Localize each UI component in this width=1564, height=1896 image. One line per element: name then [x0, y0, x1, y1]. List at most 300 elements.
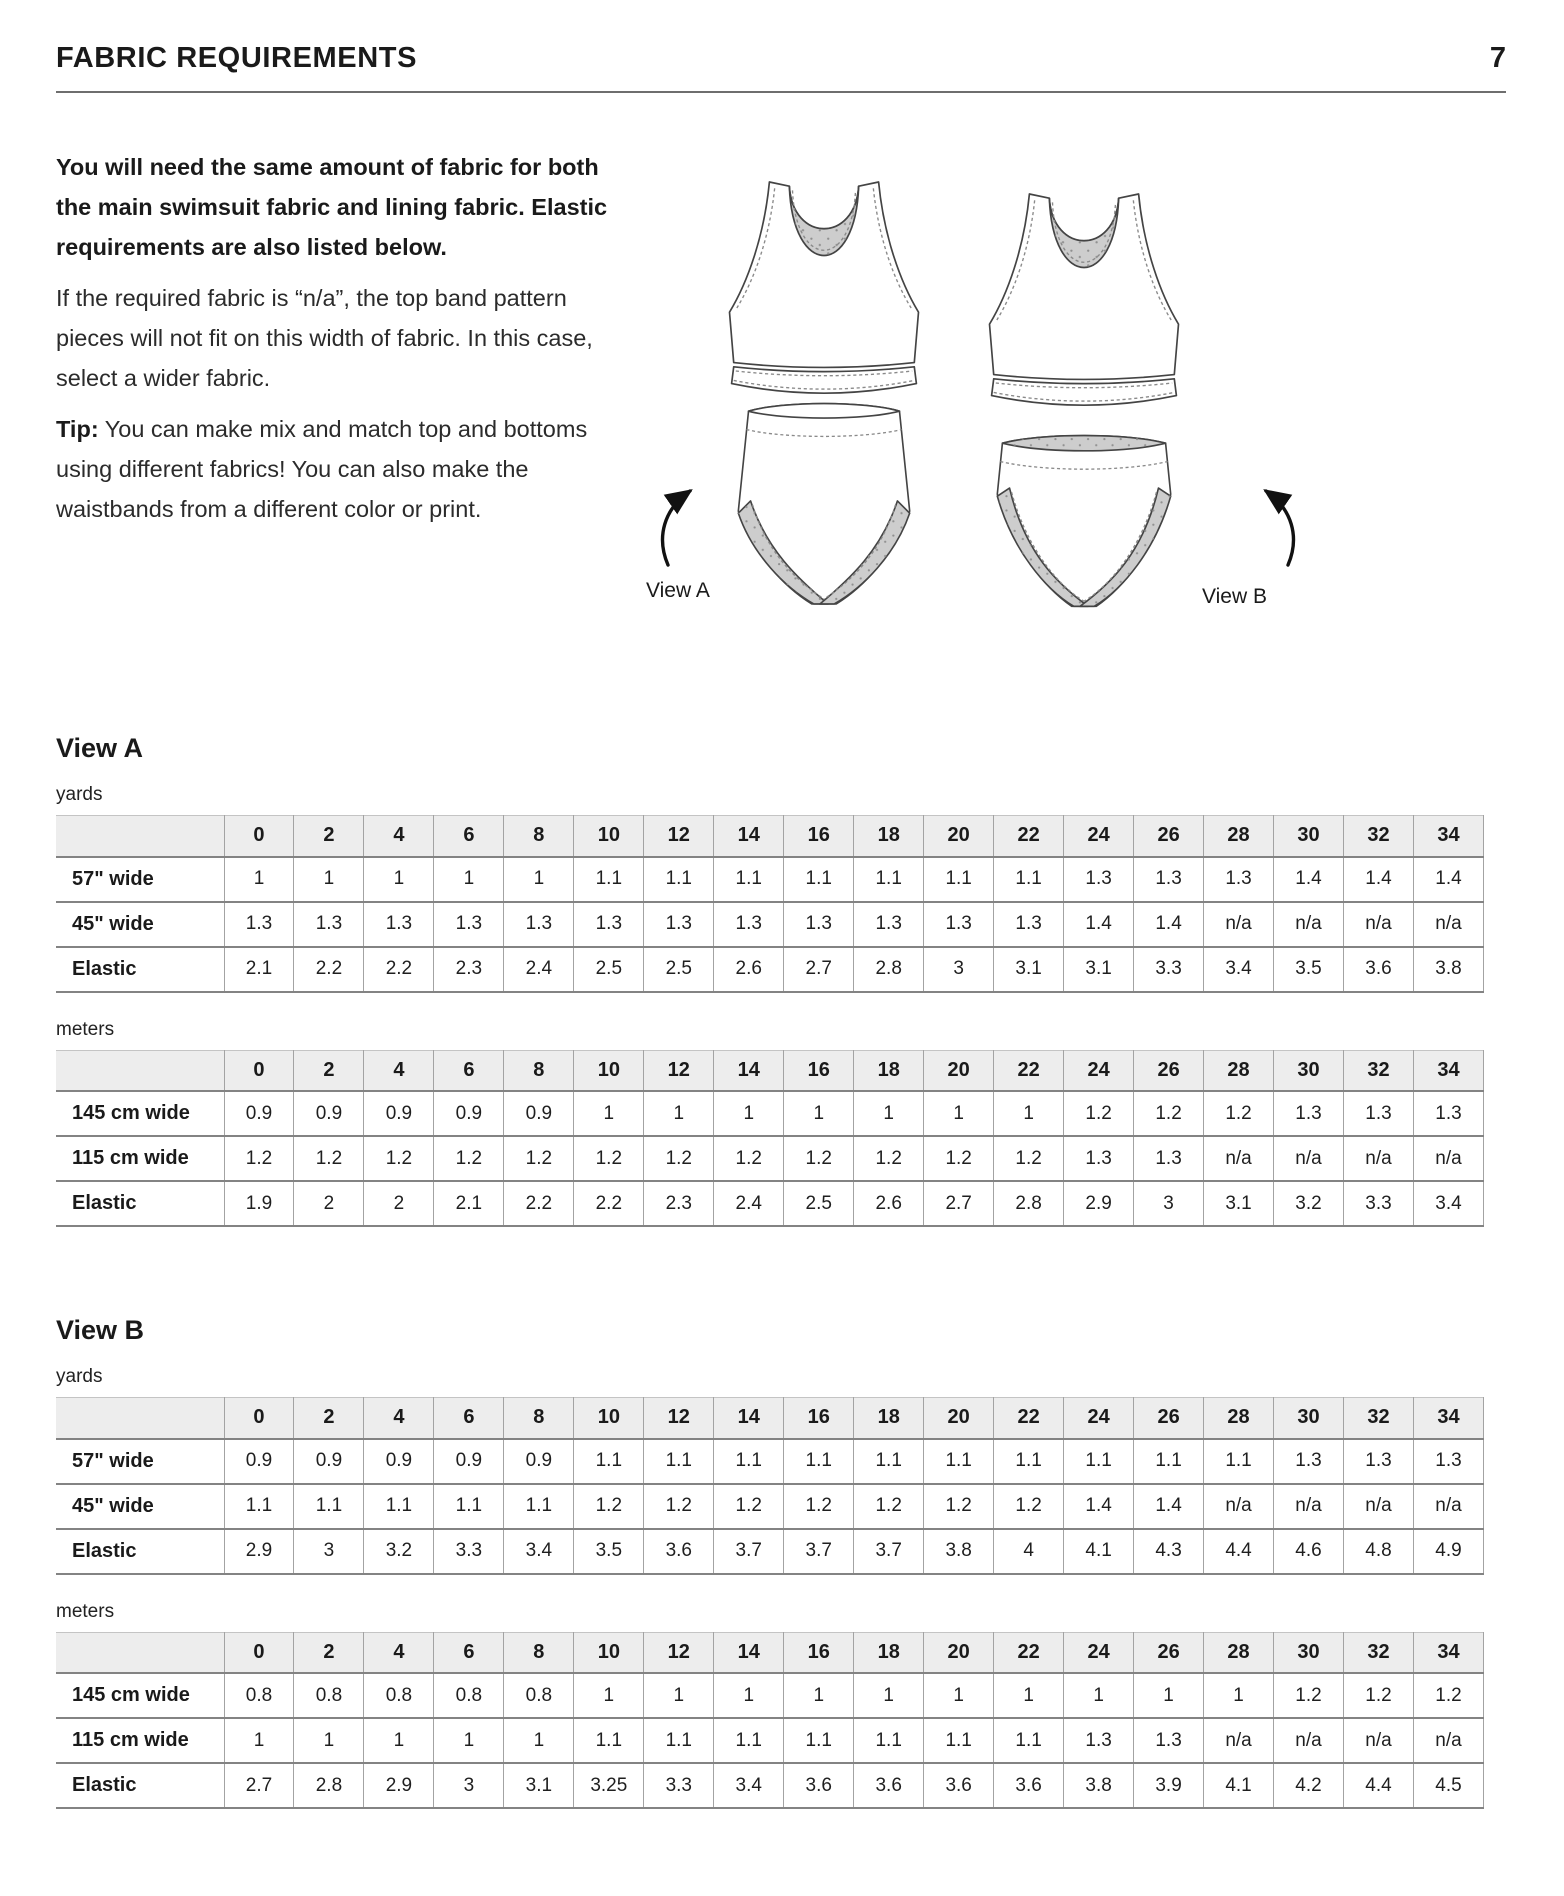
size-header-cell: 2 — [294, 1050, 364, 1091]
value-cell: 2.3 — [644, 1181, 714, 1226]
value-cell: 3.6 — [1344, 947, 1414, 992]
value-cell: 1.4 — [1134, 902, 1204, 947]
value-cell: 3.4 — [1413, 1181, 1483, 1226]
value-cell: 1.4 — [1413, 857, 1483, 902]
size-header-row-group — [56, 816, 1484, 857]
value-cell: 2.7 — [924, 1181, 994, 1226]
value-cell: 1.2 — [644, 1484, 714, 1529]
value-cell: 3.5 — [1274, 947, 1344, 992]
size-header-cell: 4 — [364, 816, 434, 857]
table-row — [56, 1673, 1484, 1718]
value-cell: 3.2 — [1274, 1181, 1344, 1226]
value-cell: 0.9 — [224, 1091, 294, 1136]
size-header-cell: 32 — [1344, 1632, 1414, 1673]
value-cell: 1.1 — [924, 1718, 994, 1763]
value-cell: 1 — [1064, 1673, 1134, 1718]
size-header-cell: 14 — [714, 816, 784, 857]
value-cell: 1.2 — [924, 1484, 994, 1529]
size-header-cell: 0 — [224, 1398, 294, 1439]
view-a-label: View A — [646, 579, 710, 602]
row-label-cell: 145 cm wide — [72, 1102, 190, 1124]
size-header-cell: 32 — [1344, 1398, 1414, 1439]
view-a-yards-table — [56, 815, 1484, 993]
value-cell: 0.9 — [224, 1439, 294, 1484]
row-label-cell: 57" wide — [72, 1449, 154, 1472]
size-header-cell: 14 — [714, 1632, 784, 1673]
size-header-cell: 2 — [294, 1632, 364, 1673]
value-cell: 1.3 — [1344, 1439, 1414, 1484]
table-body — [56, 857, 1484, 992]
size-header-empty-cell — [56, 1632, 224, 1673]
value-cell: 1.3 — [1204, 857, 1274, 902]
size-header-row — [56, 816, 1484, 857]
value-cell: 1.1 — [924, 1439, 994, 1484]
intro-text-block — [56, 147, 634, 627]
value-cell: n/a — [1204, 1718, 1274, 1763]
value-cell: 3.1 — [504, 1763, 574, 1808]
value-cell: 1.4 — [1064, 902, 1134, 947]
value-cell: n/a — [1413, 1718, 1483, 1763]
value-cell: 1.1 — [994, 857, 1064, 902]
value-cell: 3.3 — [1344, 1181, 1414, 1226]
intro-paragraph-na: If the required fabric is “n/a”, the top band pattern pieces will not fit on this width of fabric. In this case, select a wider fabric. — [56, 285, 593, 391]
value-cell: 2 — [294, 1181, 364, 1226]
size-header-cell: 4 — [364, 1632, 434, 1673]
value-cell: 1.2 — [574, 1136, 644, 1181]
size-header-cell: 30 — [1274, 1632, 1344, 1673]
value-cell: 3.7 — [784, 1529, 854, 1574]
value-cell: 1.2 — [504, 1136, 574, 1181]
value-cell: 1 — [434, 857, 504, 902]
size-header-cell: 24 — [1064, 1398, 1134, 1439]
row-label-cell: 45" wide — [72, 1494, 154, 1517]
value-cell: 2.2 — [364, 947, 434, 992]
table-body — [56, 1673, 1484, 1808]
value-cell: 2.2 — [294, 947, 364, 992]
value-cell: 2.6 — [854, 1181, 924, 1226]
value-cell: 3.2 — [364, 1529, 434, 1574]
value-cell: 4.2 — [1274, 1763, 1344, 1808]
value-cell: 1.2 — [994, 1484, 1064, 1529]
value-cell: 1.2 — [294, 1136, 364, 1181]
size-header-cell: 18 — [854, 816, 924, 857]
value-cell: 1.2 — [714, 1136, 784, 1181]
row-label-cell: 145 cm wide — [72, 1684, 190, 1706]
value-cell: 2.9 — [1064, 1181, 1134, 1226]
value-cell: n/a — [1204, 902, 1274, 947]
size-header-cell: 8 — [504, 1050, 574, 1091]
table-row — [56, 857, 1484, 902]
value-cell: 3.3 — [1134, 947, 1204, 992]
value-cell: 3 — [924, 947, 994, 992]
value-cell: 1.2 — [854, 1136, 924, 1181]
value-cell: 1.1 — [574, 857, 644, 902]
value-cell: 1.1 — [854, 1718, 924, 1763]
size-header-cell: 14 — [714, 1398, 784, 1439]
value-cell: 1.2 — [1064, 1091, 1134, 1136]
value-cell: 0.8 — [434, 1673, 504, 1718]
value-cell: 1.3 — [784, 902, 854, 947]
value-cell: 1.1 — [364, 1484, 434, 1529]
value-cell: 1.3 — [1134, 857, 1204, 902]
table-row — [56, 1091, 1484, 1136]
value-cell: 1 — [644, 1673, 714, 1718]
unit-label-view-a-yards: yards — [56, 784, 103, 805]
value-cell: 0.9 — [434, 1439, 504, 1484]
value-cell: 1.1 — [644, 1718, 714, 1763]
value-cell: 2.8 — [294, 1763, 364, 1808]
tip-text: You can make mix and match top and bottoms using different fabrics! You can also make the waistbands from a different color or print. — [56, 416, 588, 522]
value-cell: 1.1 — [784, 857, 854, 902]
value-cell: 1.3 — [1274, 1439, 1344, 1484]
value-cell: 3.1 — [994, 947, 1064, 992]
value-cell: 1.3 — [364, 902, 434, 947]
size-header-cell: 26 — [1134, 1632, 1204, 1673]
view-a-meters-table — [56, 1050, 1484, 1228]
value-cell: 1 — [924, 1091, 994, 1136]
size-header-cell: 34 — [1413, 816, 1483, 857]
value-cell: n/a — [1204, 1136, 1274, 1181]
value-cell: 3.7 — [714, 1529, 784, 1574]
value-cell: 1.4 — [1134, 1484, 1204, 1529]
value-cell: 3.25 — [574, 1763, 644, 1808]
size-header-cell: 8 — [504, 816, 574, 857]
value-cell: 0.9 — [434, 1091, 504, 1136]
value-cell: 3.4 — [504, 1529, 574, 1574]
value-cell: 3.5 — [574, 1529, 644, 1574]
size-header-cell: 4 — [364, 1050, 434, 1091]
value-cell: 1.3 — [924, 902, 994, 947]
value-cell: 1.1 — [574, 1439, 644, 1484]
value-cell: 0.9 — [294, 1091, 364, 1136]
size-header-cell: 16 — [784, 1632, 854, 1673]
row-label-cell: Elastic — [72, 1774, 137, 1796]
value-cell: 1.1 — [924, 857, 994, 902]
size-header-cell: 26 — [1134, 1398, 1204, 1439]
value-cell: 1 — [714, 1091, 784, 1136]
size-header-cell: 20 — [924, 1632, 994, 1673]
table-row — [56, 1718, 1484, 1763]
value-cell: 1.3 — [854, 902, 924, 947]
value-cell: 1.1 — [994, 1718, 1064, 1763]
value-cell: 2.4 — [714, 1181, 784, 1226]
size-header-cell: 22 — [994, 1050, 1064, 1091]
value-cell: 1.9 — [224, 1181, 294, 1226]
size-header-cell: 14 — [714, 1050, 784, 1091]
value-cell: 1 — [224, 857, 294, 902]
value-cell: 1 — [784, 1673, 854, 1718]
value-cell: 1.2 — [1413, 1673, 1483, 1718]
value-cell: 1.2 — [644, 1136, 714, 1181]
size-header-cell: 34 — [1413, 1050, 1483, 1091]
value-cell: 1.2 — [364, 1136, 434, 1181]
value-cell: 1 — [574, 1091, 644, 1136]
value-cell: 2.5 — [784, 1181, 854, 1226]
row-label-cell: 57" wide — [72, 867, 154, 890]
view-b-bottom-illustration — [997, 436, 1170, 607]
value-cell: 1.1 — [714, 1718, 784, 1763]
value-cell: 4 — [994, 1529, 1064, 1574]
value-cell: 1.3 — [1064, 857, 1134, 902]
size-header-cell: 0 — [224, 1050, 294, 1091]
value-cell: 1.2 — [994, 1136, 1064, 1181]
size-header-cell: 34 — [1413, 1398, 1483, 1439]
table-row — [56, 902, 1484, 947]
value-cell: 2.9 — [364, 1763, 434, 1808]
value-cell: 4.1 — [1064, 1529, 1134, 1574]
size-header-cell: 22 — [994, 1632, 1064, 1673]
value-cell: 3.6 — [994, 1763, 1064, 1808]
size-header-cell: 32 — [1344, 816, 1414, 857]
value-cell: 1.3 — [1344, 1091, 1414, 1136]
size-header-cell: 26 — [1134, 816, 1204, 857]
size-header-cell: 6 — [434, 1050, 504, 1091]
value-cell: 2.1 — [224, 947, 294, 992]
value-cell: 1.3 — [574, 902, 644, 947]
value-cell: 1 — [364, 1718, 434, 1763]
size-header-row — [56, 1398, 1484, 1439]
table-row — [56, 1484, 1484, 1529]
value-cell: 0.8 — [294, 1673, 364, 1718]
value-cell: 1.1 — [714, 857, 784, 902]
table-body — [56, 1439, 1484, 1574]
value-cell: 1.2 — [924, 1136, 994, 1181]
size-header-cell: 28 — [1204, 1398, 1274, 1439]
table-row — [56, 1136, 1484, 1181]
value-cell: 1.1 — [504, 1484, 574, 1529]
size-header-cell: 16 — [784, 1050, 854, 1091]
section-heading-view-a: View A — [56, 733, 144, 763]
value-cell: 1.3 — [714, 902, 784, 947]
value-cell: 4.8 — [1344, 1529, 1414, 1574]
value-cell: 1 — [994, 1091, 1064, 1136]
value-cell: 1 — [504, 857, 574, 902]
value-cell: 3.1 — [1064, 947, 1134, 992]
value-cell: 2.2 — [574, 1181, 644, 1226]
value-cell: 3 — [1134, 1181, 1204, 1226]
value-cell: 1.1 — [294, 1484, 364, 1529]
intro-paragraph-bold: You will need the same amount of fabric for both the main swimsuit fabric and lining fabric. Elastic requirements are also listed below. — [56, 154, 608, 260]
size-header-cell: 6 — [434, 1632, 504, 1673]
value-cell: 1.1 — [1134, 1439, 1204, 1484]
row-label-cell: 115 cm wide — [72, 1147, 189, 1169]
value-cell: n/a — [1413, 902, 1483, 947]
value-cell: 0.9 — [364, 1439, 434, 1484]
value-cell: 1.1 — [1064, 1439, 1134, 1484]
size-header-cell: 32 — [1344, 1050, 1414, 1091]
value-cell: 1.1 — [1204, 1439, 1274, 1484]
value-cell: n/a — [1344, 1136, 1414, 1181]
size-header-cell: 22 — [994, 816, 1064, 857]
unit-label-view-b-meters: meters — [56, 1600, 115, 1622]
value-cell: 3.6 — [644, 1529, 714, 1574]
size-header-cell: 0 — [224, 1632, 294, 1673]
value-cell: 1 — [574, 1673, 644, 1718]
value-cell: 1 — [924, 1673, 994, 1718]
view-b-top-illustration — [990, 194, 1179, 405]
size-header-cell: 20 — [924, 1398, 994, 1439]
value-cell: 2.8 — [994, 1181, 1064, 1226]
size-header-cell: 12 — [644, 1050, 714, 1091]
value-cell: 4.4 — [1344, 1763, 1414, 1808]
value-cell: 3.3 — [644, 1763, 714, 1808]
size-header-cell: 10 — [574, 1632, 644, 1673]
page-header — [56, 42, 1506, 75]
value-cell: 1 — [364, 857, 434, 902]
size-header-row — [56, 1050, 1484, 1091]
size-header-cell: 8 — [504, 1398, 574, 1439]
swimsuit-line-art — [624, 147, 1324, 627]
value-cell: 4.4 — [1204, 1529, 1274, 1574]
value-cell: 2.8 — [854, 947, 924, 992]
size-header-cell: 10 — [574, 1050, 644, 1091]
value-cell: 2.1 — [434, 1181, 504, 1226]
view-b-yards-table — [56, 1397, 1484, 1575]
value-cell: 1 — [434, 1718, 504, 1763]
size-header-cell: 30 — [1274, 1398, 1344, 1439]
table-row — [56, 1763, 1484, 1808]
value-cell: 4.5 — [1413, 1763, 1483, 1808]
value-cell: 1.3 — [434, 902, 504, 947]
value-cell: 3.1 — [1204, 1181, 1274, 1226]
row-label-cell: Elastic — [72, 957, 137, 980]
size-header-cell: 10 — [574, 816, 644, 857]
value-cell: 2.9 — [224, 1529, 294, 1574]
size-header-row-group — [56, 1050, 1484, 1091]
size-header-cell: 10 — [574, 1398, 644, 1439]
size-header-cell: 12 — [644, 816, 714, 857]
value-cell: 2.7 — [224, 1763, 294, 1808]
tip-label: Tip: — [56, 416, 99, 442]
value-cell: 1.2 — [784, 1136, 854, 1181]
row-label-cell: Elastic — [72, 1539, 137, 1562]
size-header-cell: 16 — [784, 816, 854, 857]
value-cell: 1.2 — [1274, 1673, 1344, 1718]
value-cell: n/a — [1344, 902, 1414, 947]
unit-label-view-b-yards: yards — [56, 1366, 103, 1387]
size-header-cell: 0 — [224, 816, 294, 857]
value-cell: 1.1 — [644, 1439, 714, 1484]
value-cell: 1 — [294, 1718, 364, 1763]
value-cell: 4.6 — [1274, 1529, 1344, 1574]
value-cell: 0.9 — [504, 1091, 574, 1136]
value-cell: 0.8 — [224, 1673, 294, 1718]
value-cell: 2.5 — [574, 947, 644, 992]
size-header-cell: 28 — [1204, 1050, 1274, 1091]
view-a-arrow-icon — [663, 491, 690, 565]
value-cell: 3.3 — [434, 1529, 504, 1574]
value-cell: 1 — [784, 1091, 854, 1136]
size-header-cell: 26 — [1134, 1050, 1204, 1091]
value-cell: 2 — [364, 1181, 434, 1226]
value-cell: 0.9 — [364, 1091, 434, 1136]
value-cell: 1.3 — [504, 902, 574, 947]
view-b-label: View B — [1202, 585, 1267, 608]
section-heading-view-b: View B — [56, 1315, 145, 1345]
value-cell: 1.1 — [994, 1439, 1064, 1484]
view-a-section — [56, 733, 1506, 1227]
value-cell: n/a — [1274, 902, 1344, 947]
value-cell: 1.3 — [1134, 1718, 1204, 1763]
row-label-cell: Elastic — [72, 1192, 137, 1214]
value-cell: 1.1 — [784, 1718, 854, 1763]
value-cell: 4.9 — [1413, 1529, 1483, 1574]
value-cell: 1.2 — [784, 1484, 854, 1529]
size-header-row — [56, 1632, 1484, 1673]
row-label-cell: 45" wide — [72, 912, 154, 935]
size-header-cell: 34 — [1413, 1632, 1483, 1673]
size-header-cell: 28 — [1204, 1632, 1274, 1673]
value-cell: n/a — [1274, 1136, 1344, 1181]
size-header-row-group — [56, 1398, 1484, 1439]
value-cell: 3.7 — [854, 1529, 924, 1574]
value-cell: 1.2 — [714, 1484, 784, 1529]
value-cell: 1 — [994, 1673, 1064, 1718]
value-cell: 3.8 — [1064, 1763, 1134, 1808]
value-cell: 4.1 — [1204, 1763, 1274, 1808]
value-cell: 1.3 — [1274, 1091, 1344, 1136]
value-cell: 3.4 — [714, 1763, 784, 1808]
value-cell: n/a — [1344, 1484, 1414, 1529]
value-cell: 1 — [854, 1091, 924, 1136]
page-number: 7 — [1489, 42, 1506, 74]
size-header-cell: 22 — [994, 1398, 1064, 1439]
value-cell: n/a — [1204, 1484, 1274, 1529]
title-rule — [56, 91, 1506, 93]
value-cell: 1.1 — [854, 857, 924, 902]
table-row — [56, 1181, 1484, 1226]
value-cell: 1.1 — [224, 1484, 294, 1529]
value-cell: n/a — [1413, 1484, 1483, 1529]
view-a-top-illustration — [730, 182, 919, 393]
value-cell: 1.3 — [294, 902, 364, 947]
value-cell: 1.4 — [1274, 857, 1344, 902]
value-cell: 3.4 — [1204, 947, 1274, 992]
value-cell: n/a — [1274, 1718, 1344, 1763]
swimsuit-illustration — [634, 147, 1506, 627]
value-cell: 3.8 — [924, 1529, 994, 1574]
value-cell: 1.2 — [1134, 1091, 1204, 1136]
value-cell: 1.2 — [854, 1484, 924, 1529]
size-header-cell: 24 — [1064, 816, 1134, 857]
size-header-cell: 30 — [1274, 1050, 1344, 1091]
size-header-cell: 12 — [644, 1632, 714, 1673]
value-cell: 1.2 — [574, 1484, 644, 1529]
table-row — [56, 947, 1484, 992]
value-cell: 1.3 — [994, 902, 1064, 947]
value-cell: 1.4 — [1064, 1484, 1134, 1529]
value-cell: 1 — [714, 1673, 784, 1718]
size-header-row-group — [56, 1632, 1484, 1673]
size-header-empty-cell — [56, 1050, 224, 1091]
intro-paragraph-tip — [56, 409, 634, 529]
size-header-empty-cell — [56, 816, 224, 857]
value-cell: 1 — [224, 1718, 294, 1763]
value-cell: 1.1 — [644, 857, 714, 902]
size-header-cell: 18 — [854, 1632, 924, 1673]
value-cell: 2.2 — [504, 1181, 574, 1226]
size-header-cell: 16 — [784, 1398, 854, 1439]
size-header-cell: 2 — [294, 1398, 364, 1439]
page-title: FABRIC REQUIREMENTS — [56, 42, 418, 74]
value-cell: 1.3 — [1064, 1136, 1134, 1181]
value-cell: 1.2 — [224, 1136, 294, 1181]
value-cell: 3.9 — [1134, 1763, 1204, 1808]
value-cell: 0.9 — [504, 1439, 574, 1484]
value-cell: 3 — [434, 1763, 504, 1808]
value-cell: 1 — [504, 1718, 574, 1763]
value-cell: 1.2 — [1204, 1091, 1274, 1136]
